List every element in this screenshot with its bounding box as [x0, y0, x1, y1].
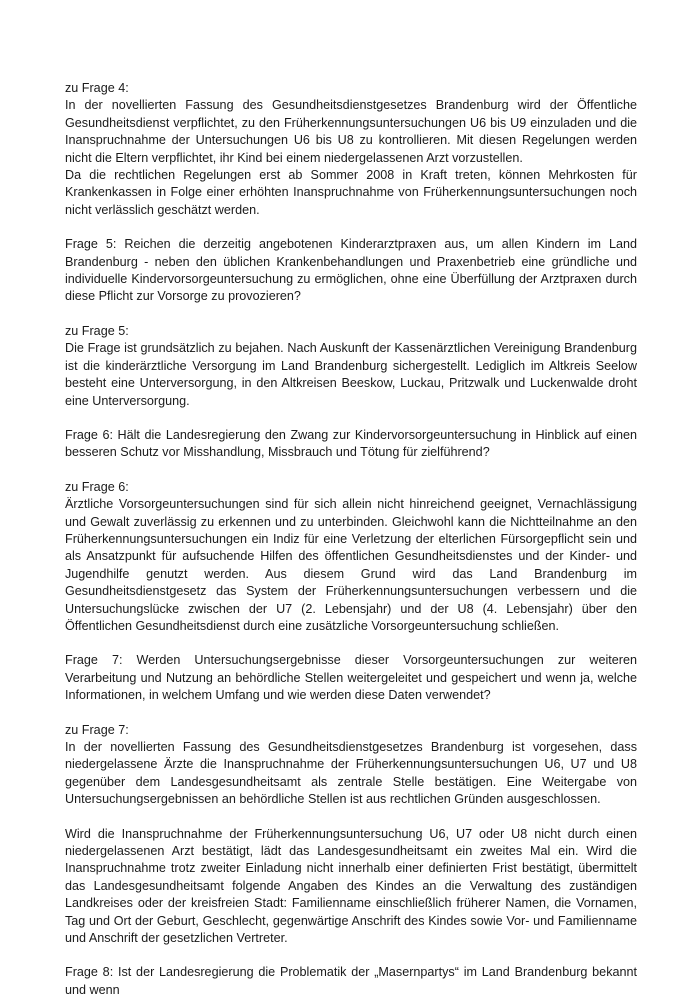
question-block-8 [65, 964, 637, 999]
answer-block-5 [65, 323, 637, 410]
answer-heading: zu Frage 7: [65, 722, 129, 737]
question-block-5 [65, 236, 637, 306]
document-page [65, 80, 637, 999]
question-paragraph: Frage 5: Reichen die derzeitig angebotenen Kinderarztpraxen aus, um allen Kindern im Land Brandenburg - neben den üblichen Krankenbehandlungen und Praxenbetrieb eine gründliche und individuelle Kindervorsorgeuntersuchung zu ermöglichen, ohne eine Überfüllung der Arztpraxen durch diese Pflicht zur Vorsorge zu provozieren? [65, 237, 637, 304]
answer-heading: zu Frage 6: [65, 479, 129, 494]
answer-heading: zu Frage 5: [65, 323, 129, 338]
question-block-7 [65, 652, 637, 704]
question-paragraph: Frage 8: Ist der Landesregierung die Problematik der „Masernpartys“ im Land Brandenburg bekannt und wenn [65, 965, 637, 997]
answer-block-4 [65, 80, 637, 219]
answer-block-6 [65, 479, 637, 636]
answer-paragraph: Wird die Inanspruchnahme der Früherkennungsuntersuchung U6, U7 oder U8 nicht durch einen niedergelassenen Arzt bestätigt, lädt das Landesgesundheitsamt ein zweites Mal ein. Wird die Inanspruchnahme trotz zweiter Einladung nicht innerhalb einer definierten Frist bestätigt, übermittelt das Landesgesundheitsamt folgende Angaben des Kindes an die Verwaltung des zuständigen Landkreises oder der kreisfreien Stadt: Familienname einschließlich früherer Namen, die Vornamen, Tag und Ort der Geburt, Geschlecht, gegenwärtige Anschrift des Kindes sowie Vor- und Familienname und Anschrift der gesetzlichen Vertreter. [65, 826, 637, 946]
answer-block-7-continued [65, 826, 637, 948]
answer-paragraph: Ärztliche Vorsorgeuntersuchungen sind für sich allein nicht hinreichend geeignet, Vernachlässigung und Gewalt zuverlässig zu erkennen und zu unterbinden. Gleichwohl kann die Nichtteilnahme an den Früherkennungsuntersuchungen ein Indiz für eine Verletzung der elterlichen Fürsorgepflicht sein und als Ansatzpunkt für aufsuchende Hilfen des öffentlichen Gesundheitsdienstes und der Kinder- und Jugendhilfe genutzt werden. Aus diesem Grund wird das Land Brandenburg im Gesundheitsdienstgesetz das System der Früherkennungsuntersuchungen verbessern und die Untersuchungslücke zwischen der U7 (2. Lebensjahr) und der U8 (4. Lebensjahr) über den Öffentlichen Gesundheitsdienst durch eine zusätzliche Vorsorgeuntersuchung schließen. [65, 497, 637, 633]
answer-heading: zu Frage 4: [65, 81, 129, 95]
answer-paragraph: Da die rechtlichen Regelungen erst ab Sommer 2008 in Kraft treten, können Mehrkosten für Krankenkassen in Folge einer erhöhten Inanspruchnahme von Früherkennungsuntersuchungen noch nicht verlässlich geschätzt werden. [65, 168, 637, 217]
answer-paragraph: In der novellierten Fassung des Gesundheitsdienstgesetzes Brandenburg ist vorgesehen, dass niedergelassene Ärzte die Inanspruchnahme der Früherkennungsuntersuchungen U6, U7 und U8 gegenüber dem Landesgesundheitsamt als zentrale Stelle bestätigen. Eine Weitergabe von Untersuchungsergebnissen an behördliche Stellen ist aus rechtlichen Gründen ausgeschlossen. [65, 740, 637, 807]
answer-block-7 [65, 722, 637, 809]
question-paragraph: Frage 6: Hält die Landesregierung den Zwang zur Kindervorsorgeuntersuchung in Hinblick auf einen besseren Schutz vor Misshandlung, Missbrauch und Tötung für zielführend? [65, 427, 637, 460]
answer-paragraph: In der novellierten Fassung des Gesundheitsdienstgesetzes Brandenburg wird der Öffentliche Gesundheitsdienst verpflichtet, zu den Früherkennungsuntersuchungen U6 bis U9 einzuladen und die Inanspruchnahme der Untersuchungen U6 bis U8 zu kontrollieren. Mit diesen Regelungen werden nicht die Eltern verpflichtet, ihr Kind bei einem niedergelassenen Arzt vorzustellen. [65, 98, 637, 165]
answer-paragraph: Die Frage ist grundsätzlich zu bejahen. Nach Auskunft der Kassenärztlichen Vereinigung Brandenburg ist die kinderärztliche Versorgung im Land Brandenburg sichergestellt. Lediglich im Altkreis Seelow besteht eine Unterversorgung, in den Altkreisen Beeskow, Luckau, Pritzwalk und Luckenwalde droht eine Unterversorgung. [65, 341, 637, 408]
question-paragraph: Frage 7: Werden Untersuchungsergebnisse dieser Vorsorgeuntersuchungen zur weiteren Verarbeitung und Nutzung an behördliche Stellen weitergeleitet und gespeichert und wenn ja, welche Informationen, in welchem Umfang und wie werden diese Daten verwendet? [65, 653, 637, 703]
question-block-6 [65, 427, 637, 462]
